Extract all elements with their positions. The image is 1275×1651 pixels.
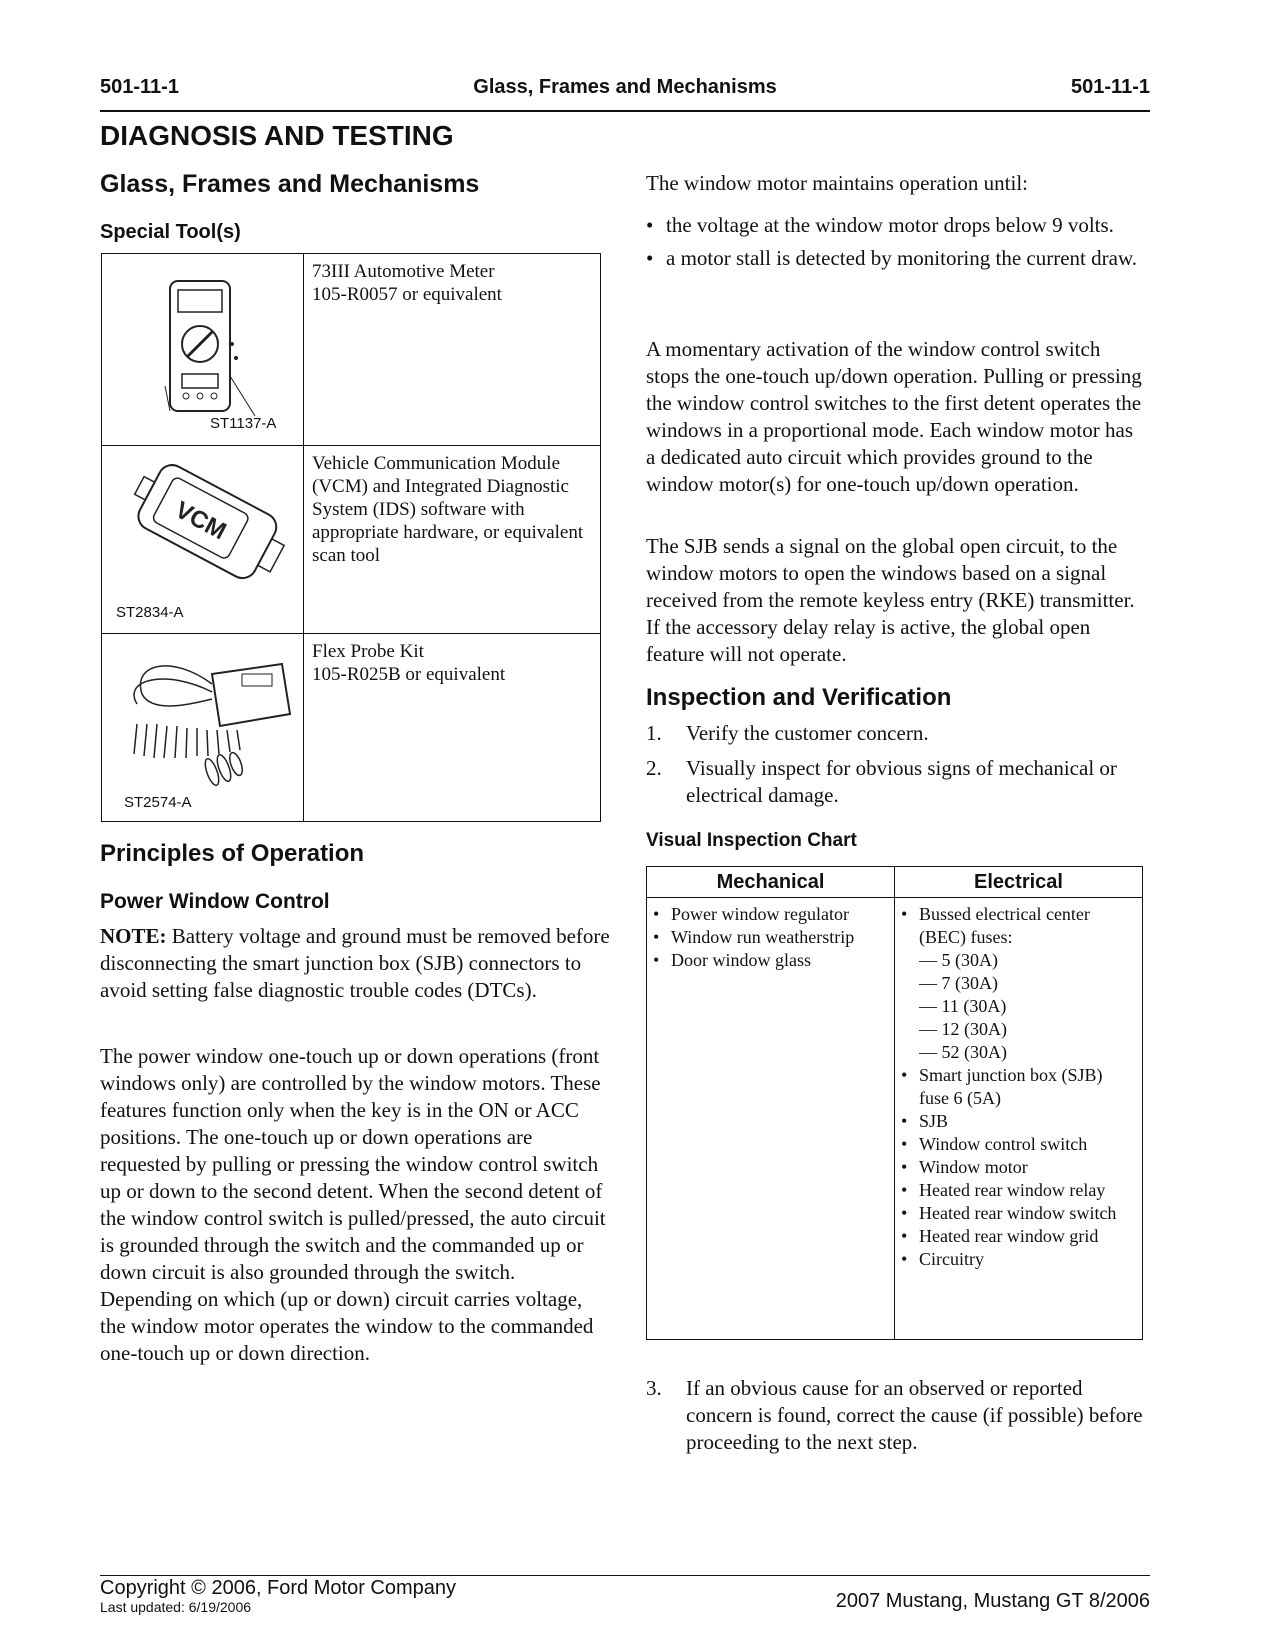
step-number: 2. — [646, 756, 662, 780]
column-header-electrical: Electrical — [895, 867, 1143, 898]
list-item: • Circuitry — [901, 1248, 1136, 1271]
tool-description — [304, 254, 601, 446]
list-item: • Heated rear window switch — [901, 1202, 1136, 1225]
list-item — [646, 720, 1146, 747]
tool-name: 73III Automotive Meter — [312, 261, 495, 282]
list-item: • Window run weatherstrip — [653, 926, 888, 949]
list-item — [901, 903, 1136, 1064]
chart-header-row — [647, 867, 1143, 898]
tool-part-number: 105-R0057 or equivalent — [312, 284, 502, 305]
inspection-steps — [646, 720, 1146, 817]
footer-copyright: Copyright © 2006, Ford Motor Company — [100, 1577, 457, 1599]
tool-code: ST2834-A — [116, 604, 184, 621]
chart-title: Visual Inspection Chart — [646, 830, 857, 851]
special-tools-table — [101, 253, 601, 822]
list-item: • a motor stall is detected by monitoring the current draw. — [646, 245, 1146, 272]
fuse-item: — 11 (30A) — [919, 996, 1007, 1016]
principles-paragraph: The power window one-touch up or down operations (front windows only) are controlled by the window motors. These features function only when the key is in the ON or ACC positions. The one-touch up or down operations are requested by pulling or pressing the window control switch up or down to the second detent. When the second detent of the window control switch is pulled/pressed, the auto circuit is grounded through the switch and the commanded up or down circuit is also grounded through the switch. Depending on which (up or down) circuit carries voltage, the window motor operates the window to the commanded one-touch up or down direction. — [100, 1044, 606, 1365]
mechanical-cell — [647, 898, 895, 1340]
note-label: NOTE: — [100, 924, 167, 948]
column-header-mechanical: Mechanical — [647, 867, 895, 898]
tool-row — [102, 446, 601, 634]
list-item — [646, 1375, 1146, 1456]
tool-name: Vehicle Communication Module (VCM) and Integrated Diagnostic System (IDS) software with appropriate hardware, or equivalent scan tool — [312, 453, 584, 566]
tool-image-cell — [102, 634, 304, 822]
step-text: Verify the customer concern. — [686, 721, 929, 745]
tool-image-cell — [102, 254, 304, 446]
header-section-number-right: 501-11-1 — [1071, 76, 1150, 98]
tool-description — [304, 634, 601, 822]
fuse-sublist — [919, 949, 1136, 1064]
tool-name: Flex Probe Kit — [312, 641, 424, 662]
footer-rule — [100, 1575, 1150, 1576]
list-item: • Heated rear window grid — [901, 1225, 1136, 1248]
special-tools-heading: Special Tool(s) — [100, 221, 241, 243]
note-text: Battery voltage and ground must be removed before disconnecting the smart junction box (SJB) connectors to avoid setting false diagnostic trouble codes (DTCs). — [100, 924, 610, 1002]
header-rule — [100, 110, 1150, 112]
tool-description — [304, 446, 601, 634]
inspection-step-3 — [646, 1375, 1146, 1464]
tool-code: ST1137-A — [210, 415, 277, 432]
fuse-item: — 7 (30A) — [919, 973, 998, 993]
list-item: • Smart junction box (SJB) fuse 6 (5A) — [901, 1064, 1136, 1110]
list-item: • Window control switch — [901, 1133, 1136, 1156]
fuse-item: — 52 (30A) — [919, 1042, 1007, 1062]
fuse-item: — 5 (30A) — [919, 950, 998, 970]
inspection-heading: Inspection and Verification — [646, 684, 952, 711]
footer-vehicle: 2007 Mustang, Mustang GT 8/2006 — [835, 1590, 1150, 1612]
vcm-device-label: VCM — [170, 496, 231, 546]
tool-row — [102, 254, 601, 446]
step-text: If an obvious cause for an observed or reported concern is found, correct the cause (if possible) before proceeding to the next step. — [686, 1376, 1143, 1454]
list-item: • Power window regulator — [653, 903, 888, 926]
electrical-cell — [895, 898, 1143, 1340]
tool-image-cell — [102, 446, 304, 634]
motor-intro: The window motor maintains operation until: — [646, 171, 1029, 195]
multimeter-icon — [160, 276, 270, 426]
visual-inspection-chart — [646, 866, 1143, 1340]
fuse-item: — 12 (30A) — [919, 1019, 1007, 1039]
flex-probe-kit-icon — [112, 644, 297, 794]
page-header — [100, 76, 1150, 102]
electrical-list — [901, 903, 1136, 1271]
list-item: • Heated rear window relay — [901, 1179, 1136, 1202]
list-item: • Window motor — [901, 1156, 1136, 1179]
principles-heading: Principles of Operation — [100, 840, 365, 867]
note-paragraph — [100, 923, 610, 1004]
footer-last-updated: Last updated: 6/19/2006 — [100, 1599, 252, 1615]
step-number: 3. — [646, 1376, 662, 1400]
list-item — [646, 755, 1146, 809]
list-item: • SJB — [901, 1110, 1136, 1133]
power-window-subheading: Power Window Control — [100, 890, 330, 913]
tool-part-number: 105-R025B or equivalent — [312, 664, 506, 685]
step-text: Visually inspect for obvious signs of mechanical or electrical damage. — [686, 756, 1117, 807]
tool-row — [102, 634, 601, 822]
subsection-title: Glass, Frames and Mechanisms — [100, 170, 480, 198]
global-open-paragraph: The SJB sends a signal on the global open circuit, to the window motors to open the windows based on a signal received from the remote keyless entry (RKE) transmitter. If the accessory delay relay is active, the global open feature will not operate. — [646, 534, 1135, 666]
chart-body-row — [647, 898, 1143, 1340]
tool-code: ST2574-A — [124, 794, 192, 811]
header-section-number-left: 501-11-1 — [100, 76, 179, 98]
list-item: • the voltage at the window motor drops below 9 volts. — [646, 212, 1146, 239]
vcm-module-icon — [120, 461, 290, 596]
momentary-activation-paragraph: A momentary activation of the window control switch stops the one-touch up/down operation. Pulling or pressing the window control switches to the first detent operates the windows in a proportional mode. Each window motor has a dedicated auto circuit which provides ground to the window motor(s) for one-touch up/down operation. — [646, 337, 1142, 496]
section-title: DIAGNOSIS AND TESTING — [100, 120, 454, 151]
list-item: • Door window glass — [653, 949, 888, 972]
mechanical-list — [653, 903, 888, 972]
step-number: 1. — [646, 721, 662, 745]
header-title: Glass, Frames and Mechanisms — [473, 76, 777, 98]
motor-conditions-list — [646, 212, 1146, 272]
bec-fuses-label: Bussed electrical center (BEC) fuses: — [919, 904, 1090, 947]
